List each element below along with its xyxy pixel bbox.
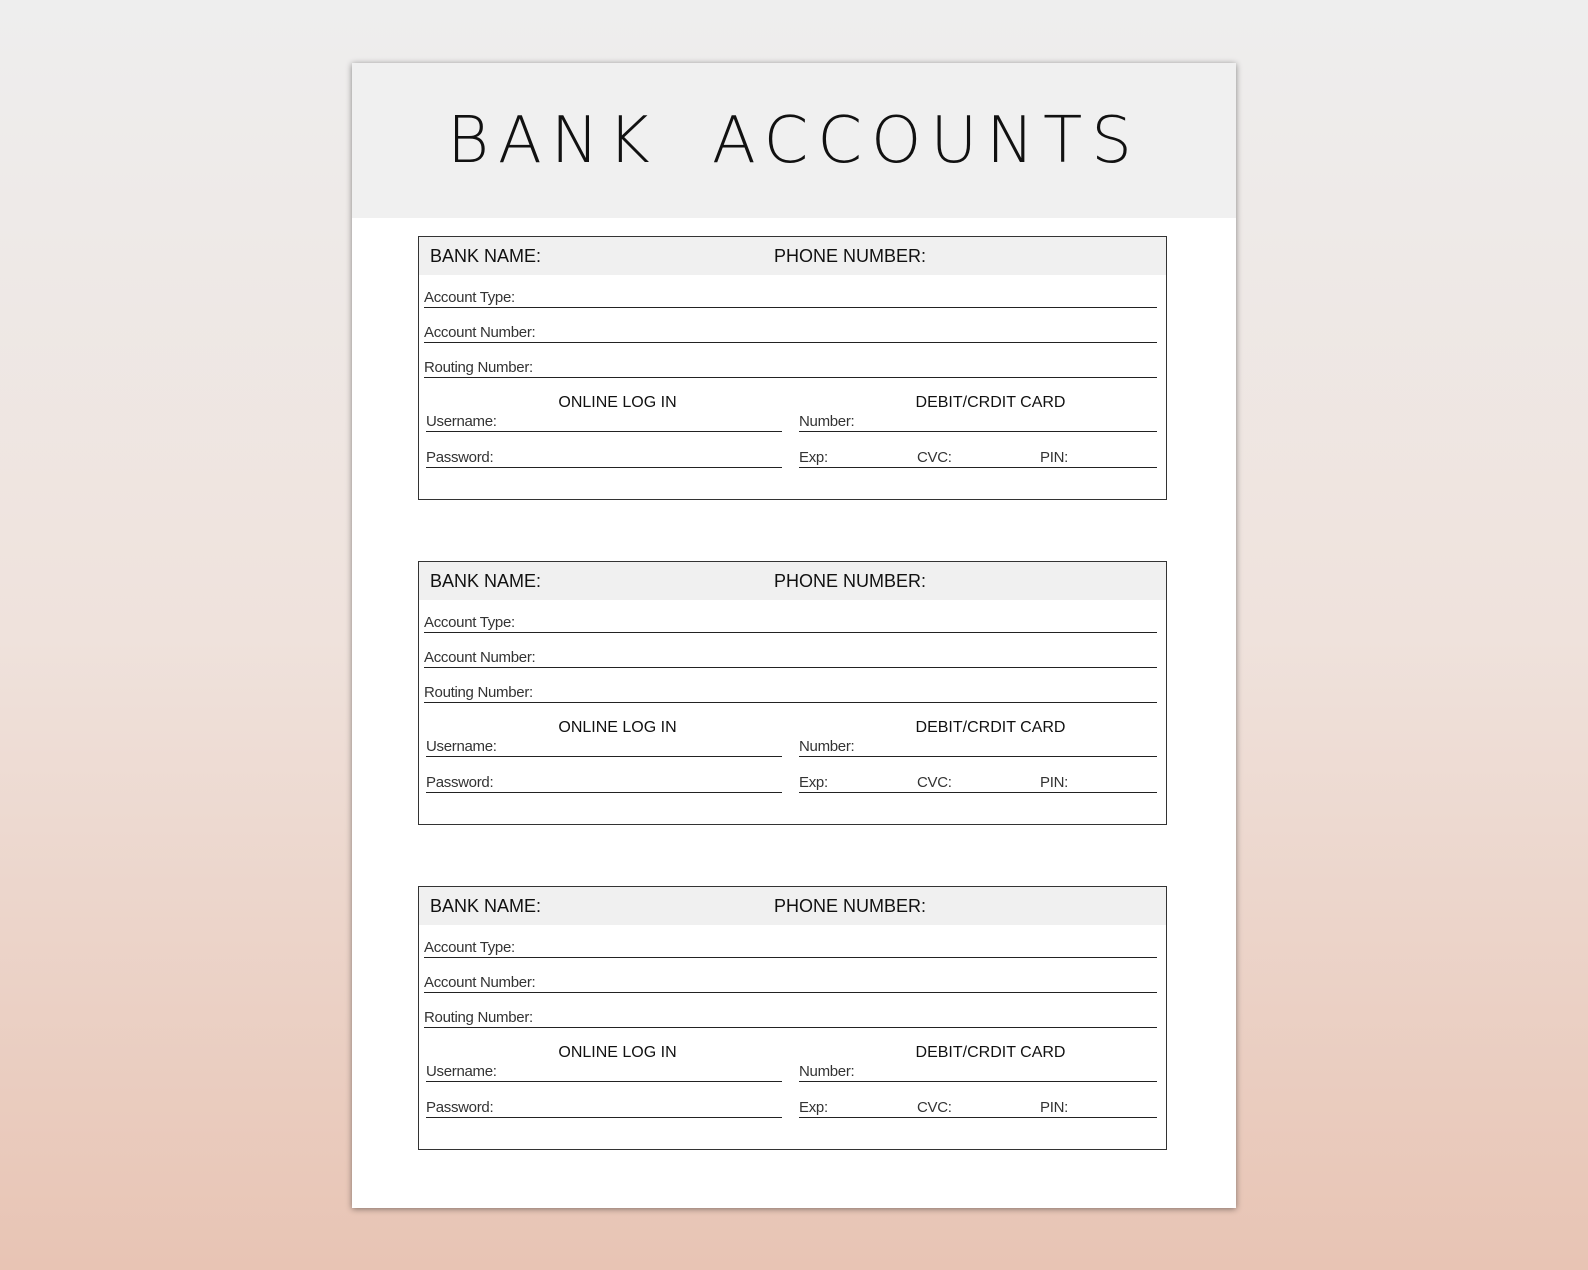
account-number-label: Account Number: (424, 324, 536, 341)
online-login-heading: ONLINE LOG IN (558, 1044, 677, 1061)
password-label: Password: (426, 1099, 494, 1116)
pin-label: PIN: (1040, 449, 1068, 466)
card-heading: DEBIT/CRDIT CARD (915, 1044, 1066, 1061)
pin-label: PIN: (1040, 774, 1068, 791)
routing-number-label: Routing Number: (424, 684, 533, 701)
card-header (419, 887, 1166, 925)
bank-name-label: BANK NAME: (430, 571, 542, 591)
account-number-line[interactable] (424, 992, 1157, 993)
card-heading: DEBIT/CRDIT CARD (915, 719, 1066, 736)
routing-number-label: Routing Number: (424, 359, 533, 376)
password-line[interactable] (426, 792, 782, 793)
account-card-1 (418, 236, 1167, 500)
account-number-line[interactable] (424, 342, 1157, 343)
card-number-line[interactable] (799, 1081, 1157, 1082)
bank-name-label: BANK NAME: (430, 246, 542, 266)
card-number-label: Number: (799, 413, 855, 430)
card-header (419, 562, 1166, 600)
phone-number-label: PHONE NUMBER: (774, 571, 927, 591)
routing-number-line[interactable] (424, 1027, 1157, 1028)
username-line[interactable] (426, 756, 782, 757)
username-line[interactable] (426, 431, 782, 432)
account-card-2 (418, 561, 1167, 825)
cvc-label: CVC: (917, 1099, 952, 1116)
password-label: Password: (426, 449, 494, 466)
account-number-label: Account Number: (424, 649, 536, 666)
account-type-label: Account Type: (424, 614, 515, 631)
account-number-label: Account Number: (424, 974, 536, 991)
page-title: BANK ACCOUNTS (447, 104, 1141, 178)
cvc-label: CVC: (917, 449, 952, 466)
account-type-line[interactable] (424, 632, 1157, 633)
exp-cvc-pin-line[interactable] (799, 467, 1157, 468)
username-line[interactable] (426, 1081, 782, 1082)
password-line[interactable] (426, 467, 782, 468)
phone-number-label: PHONE NUMBER: (774, 246, 927, 266)
exp-cvc-pin-line[interactable] (799, 792, 1157, 793)
card-heading: DEBIT/CRDIT CARD (915, 394, 1066, 411)
bank-name-label: BANK NAME: (430, 896, 542, 916)
routing-number-label: Routing Number: (424, 1009, 533, 1026)
account-type-label: Account Type: (424, 289, 515, 306)
cvc-label: CVC: (917, 774, 952, 791)
card-header (419, 237, 1166, 275)
card-number-label: Number: (799, 1063, 855, 1080)
routing-number-line[interactable] (424, 377, 1157, 378)
card-number-line[interactable] (799, 431, 1157, 432)
username-label: Username: (426, 413, 497, 430)
phone-number-label: PHONE NUMBER: (774, 896, 927, 916)
online-login-heading: ONLINE LOG IN (558, 719, 677, 736)
username-label: Username: (426, 738, 497, 755)
routing-number-line[interactable] (424, 702, 1157, 703)
account-number-line[interactable] (424, 667, 1157, 668)
bank-accounts-page (352, 63, 1236, 1208)
card-number-line[interactable] (799, 756, 1157, 757)
exp-label: Exp: (799, 1099, 828, 1116)
password-line[interactable] (426, 1117, 782, 1118)
account-card-3 (418, 886, 1167, 1150)
username-label: Username: (426, 1063, 497, 1080)
card-number-label: Number: (799, 738, 855, 755)
exp-cvc-pin-line[interactable] (799, 1117, 1157, 1118)
title-band (352, 63, 1236, 218)
account-type-label: Account Type: (424, 939, 515, 956)
password-label: Password: (426, 774, 494, 791)
exp-label: Exp: (799, 774, 828, 791)
exp-label: Exp: (799, 449, 828, 466)
pin-label: PIN: (1040, 1099, 1068, 1116)
account-type-line[interactable] (424, 307, 1157, 308)
account-type-line[interactable] (424, 957, 1157, 958)
online-login-heading: ONLINE LOG IN (558, 394, 677, 411)
